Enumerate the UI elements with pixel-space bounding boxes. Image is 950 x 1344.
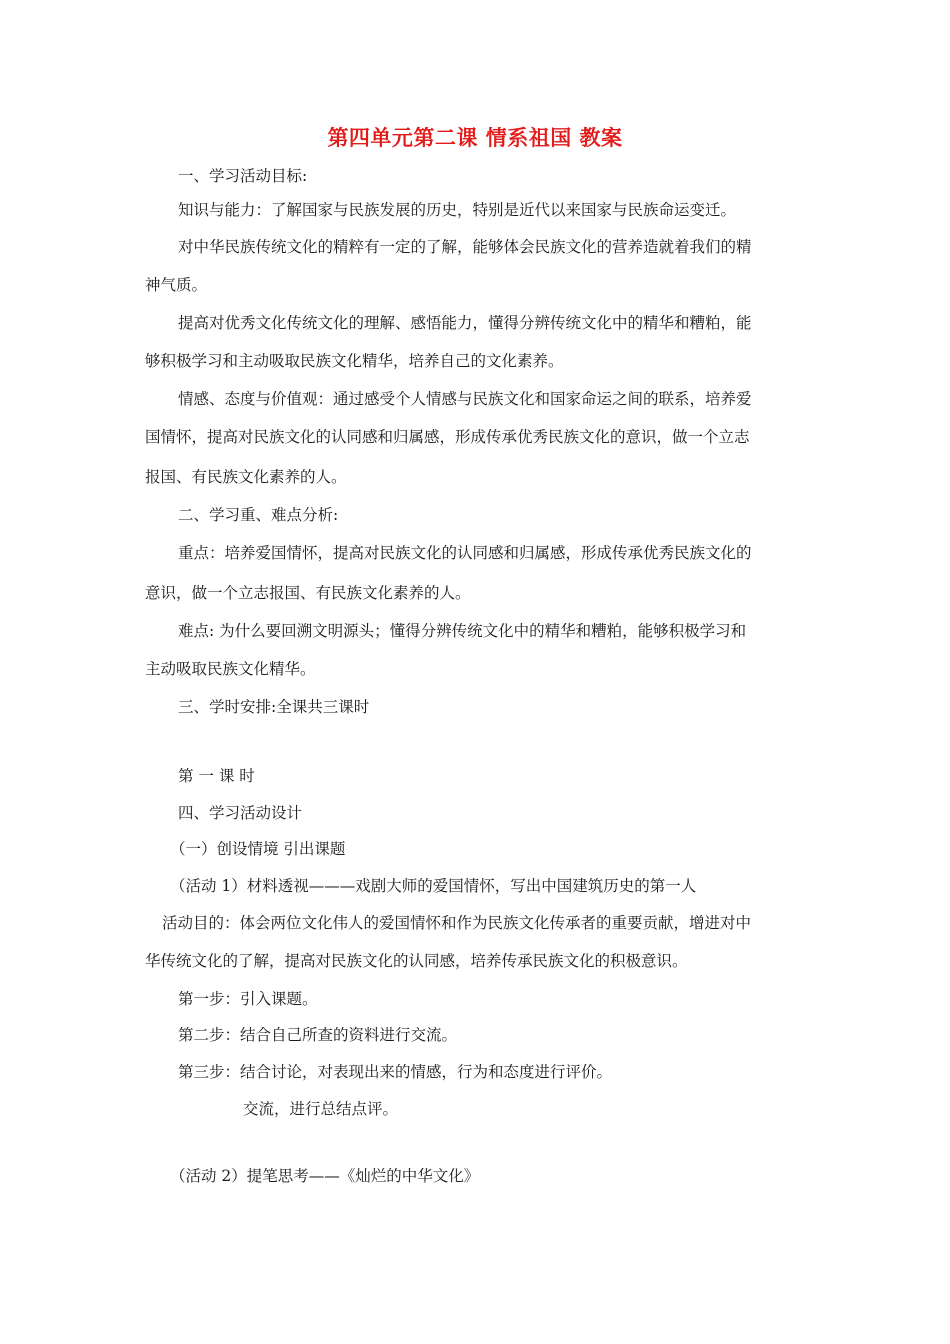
step-line: 第一步：引入课题。 (178, 990, 318, 1008)
section-heading-schedule: 三、学时安排:全课共三课时 (178, 698, 370, 716)
step-line: 第二步：结合自己所查的资料进行交流。 (178, 1026, 458, 1044)
paragraph-line: 华传统文化的了解，提高对民族文化的认同感，培养传承民族文化的积极意识。 (145, 952, 688, 970)
paragraph-line: 对中华民族传统文化的精粹有一定的了解，能够体会民族文化的营养造就着我们的精 (178, 238, 752, 256)
activity-heading: （活动 2）提笔思考——《灿烂的中华文化》 (170, 1167, 480, 1185)
paragraph-line: 国情怀，提高对民族文化的认同感和归属感，形成传承优秀民族文化的意识，做一个立志 (145, 428, 750, 446)
paragraph-line: 活动目的：体会两位文化伟人的爱国情怀和作为民族文化传承者的重要贡献，增进对中 (162, 914, 752, 932)
section-heading-goals: 一、学习活动目标: (178, 167, 308, 185)
document-title: 第四单元第二课 情系祖国 教案 (327, 126, 623, 150)
paragraph-line: 够积极学习和主动吸取民族文化精华，培养自己的文化素养。 (145, 352, 564, 370)
paragraph-line: 重点：培养爱国情怀，提高对民族文化的认同感和归属感，形成传承优秀民族文化的 (178, 544, 752, 562)
activity-heading: （活动 1）材料透视———戏剧大师的爱国情怀，写出中国建筑历史的第一人 (170, 877, 697, 895)
paragraph-line: 情感、态度与价值观：通过感受个人情感与民族文化和国家命运之间的联系，培养爱 (178, 390, 752, 408)
paragraph-line: 神气质。 (145, 276, 208, 294)
paragraph-line: 难点: 为什么要回溯文明源头；懂得分辨传统文化中的精华和糟粕，能够积极学习和 (178, 622, 747, 640)
paragraph-line: 报国、有民族文化素养的人。 (145, 468, 347, 486)
paragraph-line: 提高对优秀文化传统文化的理解、感悟能力，懂得分辨传统文化中的精华和糟粕，能 (178, 314, 752, 332)
section-heading-design: 四、学习活动设计 (178, 804, 303, 822)
step-line: 交流，进行总结点评。 (243, 1100, 399, 1118)
lesson-heading: 第 一 课 时 (178, 767, 255, 785)
subsection-heading: （一）创设情境 引出课题 (170, 840, 346, 858)
paragraph-line: 知识与能力：了解国家与民族发展的历史，特别是近代以来国家与民族命运变迁。 (178, 201, 737, 219)
paragraph-line: 主动吸取民族文化精华。 (145, 660, 316, 678)
section-heading-key-points: 二、学习重、难点分析: (178, 506, 339, 524)
step-line: 第三步：结合讨论，对表现出来的情感，行为和态度进行评价。 (178, 1063, 613, 1081)
paragraph-line: 意识，做一个立志报国、有民族文化素养的人。 (145, 584, 471, 602)
